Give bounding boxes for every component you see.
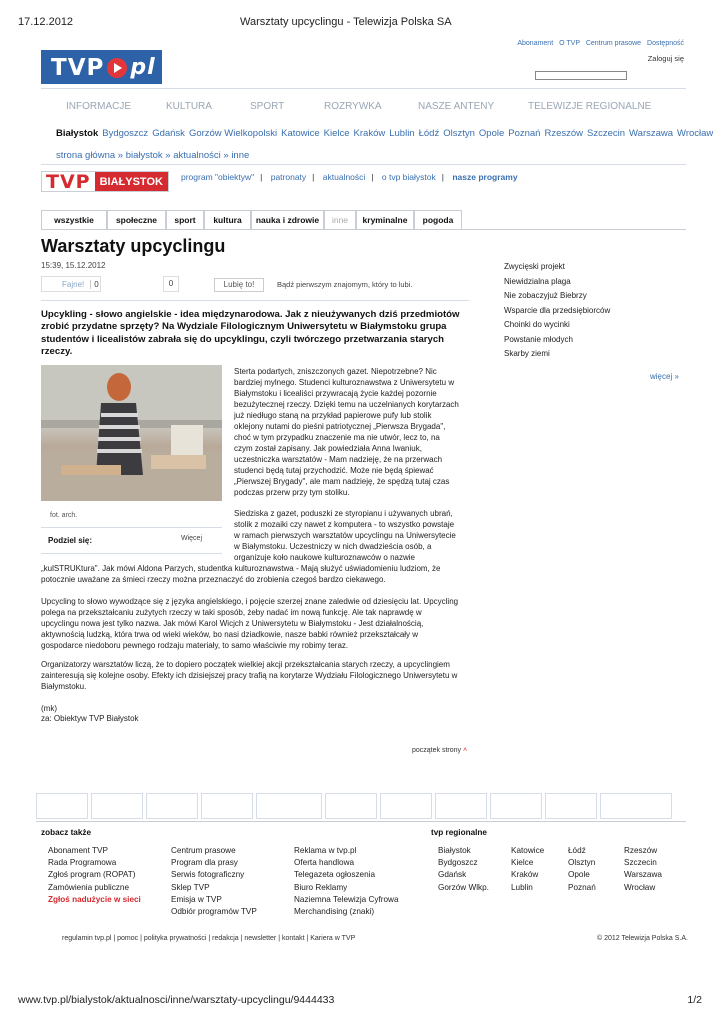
nav-rozrywka[interactable]: ROZRYWKA bbox=[324, 101, 382, 112]
article-title: Warsztaty upcyclingu bbox=[41, 236, 226, 256]
footer-link[interactable]: Merchandising (znaki) bbox=[294, 907, 375, 917]
footer-reg-2 bbox=[511, 845, 544, 894]
footer-link[interactable]: Rada Programowa bbox=[48, 858, 117, 868]
nav-informacje[interactable]: INFORMACJE bbox=[66, 101, 131, 112]
footer-banner[interactable] bbox=[435, 793, 487, 819]
share-label: Podziel się: bbox=[48, 536, 93, 545]
link-patronaty[interactable]: patronaty bbox=[270, 172, 307, 182]
fajne-label: Fajne! bbox=[62, 279, 85, 289]
region-lodz[interactable]: Łódź bbox=[418, 128, 440, 139]
footer-link[interactable]: Program dla prasy bbox=[171, 858, 238, 868]
top-of-page-link[interactable]: początek strony ˄ bbox=[412, 747, 468, 754]
footer-link[interactable]: Rzeszów bbox=[624, 846, 658, 855]
report-abuse-link[interactable]: Zgłoś nadużycie w sieci bbox=[48, 894, 141, 904]
footer-link[interactable]: Serwis fotograficzny bbox=[171, 870, 245, 880]
sidebar-more-link[interactable]: więcej » bbox=[650, 372, 679, 381]
footer-link[interactable]: Wrocław bbox=[624, 882, 656, 892]
article-paragraph-4: Organizatorzy warsztatów liczą, że to dopiero początek wielkiej akcji przekształcania starych rzeczy, a upcyclingiem zainteresują się kolejne osoby. Efekty ich dzisiejszej pracy trafią na korytarze Wydziału Filologicznego Uniwersytetu w Białymstoku. bbox=[41, 660, 458, 691]
print-title: Warsztaty upcyclingu - Telewizja Polska SA bbox=[240, 16, 452, 28]
arrow-up-icon: ˄ bbox=[462, 747, 468, 754]
station-tvp: TVP bbox=[42, 172, 95, 191]
region-lublin[interactable]: Lublin bbox=[389, 128, 415, 139]
article-author: (mk) bbox=[41, 704, 57, 713]
link-nasze-programy[interactable]: nasze programy bbox=[452, 172, 518, 182]
tab-kryminalne[interactable]: kryminalne bbox=[356, 210, 414, 229]
login-link[interactable]: Zaloguj się bbox=[647, 54, 684, 63]
footer-link[interactable]: Biuro Reklamy bbox=[294, 882, 348, 892]
sidebar-item[interactable]: Niewidzialna plaga bbox=[504, 276, 571, 286]
footer-banner[interactable] bbox=[256, 793, 322, 819]
article-paragraph-2b: „kulSTRUKtura". Jak mówi Aldona Parzych, studentka kulturoznawstwa - Mają służyć uświadomieniu ludziom, że potocznie uważane za śmieci rzeczy można przeznaczyć do zrobienia czegoś bardzo ciekawego. bbox=[41, 564, 441, 584]
footer-link[interactable]: Odbiór programów TVP bbox=[171, 907, 257, 917]
like-button[interactable]: Lubię to! bbox=[214, 278, 264, 292]
footer-link[interactable]: Bydgoszcz bbox=[438, 858, 478, 868]
footer-link[interactable]: Białystok bbox=[438, 846, 471, 855]
footer-link[interactable]: Emisja w TVP bbox=[171, 894, 222, 904]
more-share-link[interactable]: Więcej bbox=[181, 535, 203, 542]
region-gdansk[interactable]: Gdańsk bbox=[152, 128, 185, 139]
footer-link[interactable]: Lublin bbox=[511, 882, 533, 892]
footer-banner[interactable] bbox=[545, 793, 597, 819]
footer-banner[interactable] bbox=[36, 793, 88, 819]
link-dostepnosc[interactable]: Dostępność bbox=[647, 40, 684, 47]
link-abonament[interactable]: Abonament bbox=[517, 40, 554, 47]
sidebar-item[interactable]: Skarby ziemi bbox=[504, 349, 550, 358]
fajne-button[interactable] bbox=[41, 276, 101, 292]
tab-sport[interactable]: sport bbox=[166, 210, 204, 229]
like-text: Bądź pierwszym znajomym, który to lubi. bbox=[277, 280, 413, 289]
link-aktualnosci[interactable]: aktualności bbox=[322, 172, 366, 182]
tab-spoleczne[interactable]: społeczne bbox=[107, 210, 166, 229]
link-centrum-prasowe[interactable]: Centrum prasowe bbox=[585, 40, 642, 47]
footer-reg-1 bbox=[438, 845, 489, 894]
fajne-count: 0 bbox=[90, 280, 98, 289]
sidebar-item[interactable]: Wsparcie dla przedsiębiorców bbox=[504, 305, 611, 315]
article-paragraph-1: Sterta podartych, zniszczonych gazet. Niepotrzebne? Nic bardziej mylnego. Studenci kulturoznawstwa z Uniwersytetu w Białymstoku i licealiści przywracają życie każdej pozornie bezużytecznej rzeczy. Dzięki temu na uczelnianych korytarzach już niedługo staną na przykład papierowe pufy lub stolik oklejony nutami do pieśni patriotycznej „Pierwsza Brygada", choć w tym przypadku znaczenie ma nie utwór, lecz to, na czym został zapisany. Jak powiedziała Anna Iwaniuk, uczestniczka warsztatów - Mam nadzieję, że na przerwach studenci będą tutaj przychodzić. Może nie będą śpiewać „Pierwszej Brygady", ale mam nadzieję, że spędzą tutaj czas podczas przerw przy tym stoliku. bbox=[234, 367, 459, 497]
copyright: © 2012 Telewizja Polska S.A. bbox=[596, 935, 688, 942]
sidebar-item[interactable]: Powstanie młodych bbox=[504, 334, 573, 344]
sidebar-item[interactable]: Nie zobaczyjuż Biebrzy bbox=[504, 291, 587, 300]
region-opole[interactable]: Opole bbox=[478, 128, 505, 139]
print-date: 17.12.2012 bbox=[18, 16, 74, 28]
logo-pl-text: pl bbox=[130, 55, 156, 80]
nav-telewizje-regionalne[interactable]: TELEWIZJE REGIONALNE bbox=[528, 101, 652, 112]
footer-link[interactable]: Olsztyn bbox=[568, 858, 596, 868]
footer-link[interactable]: Telegazeta ogłoszenia bbox=[294, 870, 376, 880]
region-szczecin[interactable]: Szczecin bbox=[587, 128, 626, 139]
footer-bottom-links[interactable]: regulamin tvp.pl | pomoc | polityka prywatności | redakcja | newsletter | kontakt | Kariera w TVP bbox=[62, 935, 356, 942]
footer-link[interactable]: Zamówienia publiczne bbox=[48, 882, 130, 892]
region-rzeszow[interactable]: Rzeszów bbox=[544, 128, 584, 139]
play-icon bbox=[107, 58, 127, 78]
region-katowice[interactable]: Katowice bbox=[281, 128, 320, 139]
footer-reg-3 bbox=[568, 845, 596, 894]
article-source: za: Obiektyw TVP Białystok bbox=[41, 714, 139, 723]
footer-link[interactable]: Poznań bbox=[568, 882, 596, 892]
sidebar-item[interactable]: Zwycięski projekt bbox=[504, 262, 565, 271]
article-lead: Upcykling - słowo angielskie - idea międzynarodowa. Jak z nieużywanych dziś przedmiotów zrobić przydatne sprzęty? Na Wydziale Filologicznym Uniwersytetu w Białymstoku grupa studentów i licealistów zabrała się do upcyklingu, czyli twórczego przetwarzania starych rzeczy. bbox=[41, 309, 460, 357]
footer-link[interactable]: Łódź bbox=[568, 846, 586, 855]
footer-link[interactable]: Centrum prasowe bbox=[171, 846, 236, 855]
footer-link[interactable]: Oferta handlowa bbox=[294, 858, 355, 868]
sidebar-list bbox=[504, 260, 610, 362]
footer-link[interactable]: Gdańsk bbox=[438, 870, 467, 880]
footer-reg-4 bbox=[624, 845, 662, 894]
region-olsztyn[interactable]: Olsztyn bbox=[443, 128, 475, 139]
region-bydgoszcz[interactable]: Bydgoszcz bbox=[102, 128, 149, 139]
region-wroclaw[interactable]: Wrocław bbox=[677, 128, 714, 139]
footer-col-3 bbox=[294, 845, 399, 918]
footer-link[interactable]: Zgłoś program (ROPAT) bbox=[48, 870, 136, 880]
footer-banner[interactable] bbox=[380, 793, 432, 819]
footer-banner[interactable] bbox=[201, 793, 253, 819]
station-name: BIAŁYSTOK bbox=[95, 172, 168, 191]
tab-pogoda[interactable]: pogoda bbox=[414, 210, 462, 229]
link-program-obiektyw[interactable]: program "obiektyw" bbox=[181, 172, 255, 182]
footer-link[interactable]: Reklama w tvp.pl bbox=[294, 846, 357, 855]
footer-col-2 bbox=[171, 845, 257, 918]
article-paragraph-3: Upcycling to słowo wywodzące się z języka angielskiego, i pojęcie szerzej znane zaledwie od dziesięciu lat. Upcycling polega na przekształcaniu zużytych rzeczy w taki sposób, żeby nadać im nową funkcję. Ale tak naprawdę w upcyclingu nowa jest tylko nazwa. Jak mówi Karol Wicjch z Uniwersytetu w Białymstoku - Jest działalnością, aktywnością ludzką, która trwa od wieki wieków, bo nasi dziadkowie, nasze babki również przekształcały w gospodarce niedoboru pewnego rodzaju materiały, to samo właściwie my robimy teraz. bbox=[41, 597, 459, 650]
footer-banner[interactable] bbox=[91, 793, 143, 819]
region-kielce[interactable]: Kielce bbox=[323, 128, 350, 139]
breadcrumb[interactable]: strona główna » białystok » aktualności » inne bbox=[56, 150, 250, 161]
tab-kultura[interactable]: kultura bbox=[204, 210, 251, 229]
tab-wszystkie[interactable]: wszystkie bbox=[41, 210, 107, 229]
footer-link[interactable]: Naziemna Telewizja Cyfrowa bbox=[294, 894, 399, 904]
nav-sport[interactable]: SPORT bbox=[250, 101, 285, 112]
footer-banner[interactable] bbox=[600, 793, 672, 819]
search-input[interactable] bbox=[535, 71, 627, 80]
top-links bbox=[513, 40, 684, 47]
link-o-tvp[interactable]: O TVP bbox=[559, 40, 580, 47]
nav-kultura[interactable]: KULTURA bbox=[166, 101, 212, 112]
article-paragraph-2a: Siedziska z gazet, poduszki ze styropianu i używanych ubrań, stolik z mozaiki czy nawet z komputera - to wszystko powstaje w ramach pierwszych warsztatów upcyclingu na Uniwersytecie w Białymstoku. Uczestniczy w nich dwadzieścia osób, a organizuje koło naukowe kulturoznawców o nazwie bbox=[234, 509, 456, 562]
footer-link[interactable]: Szczecin bbox=[624, 858, 657, 868]
footer-banner[interactable] bbox=[325, 793, 377, 819]
tab-inne[interactable]: inne bbox=[324, 210, 356, 229]
station-links: program "obiektyw" | patronaty | aktualności | o tvp białystok | nasze programy bbox=[181, 172, 518, 182]
category-tabs bbox=[41, 210, 462, 229]
tvp-logo[interactable] bbox=[41, 50, 162, 84]
link-o-tvp-bialystok[interactable]: o tvp białystok bbox=[381, 172, 436, 182]
photo-caption: fot. arch. bbox=[50, 512, 78, 519]
footer-link[interactable]: Sklep TVP bbox=[171, 882, 210, 892]
footer-banner[interactable] bbox=[146, 793, 198, 819]
footer-link[interactable]: Warszawa bbox=[624, 870, 662, 880]
sidebar-item[interactable]: Choinki do wycinki bbox=[504, 320, 570, 329]
print-url: www.tvp.pl/bialystok/aktualnosci/inne/warsztaty-upcyclingu/9444433 bbox=[18, 994, 335, 1006]
region-bialystok[interactable]: Białystok bbox=[56, 128, 99, 139]
print-page: 1/2 bbox=[687, 994, 702, 1006]
footer-link[interactable]: Kraków bbox=[511, 870, 539, 880]
footer-banner[interactable] bbox=[490, 793, 542, 819]
tvp-bialystok-logo[interactable] bbox=[41, 171, 169, 192]
footer-link[interactable]: Katowice bbox=[511, 846, 545, 855]
logo-tvp-text: TVP bbox=[51, 54, 105, 81]
region-list bbox=[56, 128, 713, 139]
nav-nasze-anteny[interactable]: NASZE ANTENY bbox=[418, 101, 495, 112]
footer-link[interactable]: Kielce bbox=[511, 858, 534, 868]
region-warszawa[interactable]: Warszawa bbox=[629, 128, 674, 139]
footer-col-1 bbox=[48, 845, 141, 906]
footer-link[interactable]: Abonament TVP bbox=[48, 846, 108, 855]
article-photo bbox=[41, 365, 222, 501]
region-poznan[interactable]: Poznań bbox=[508, 128, 541, 139]
tab-nauka-i-zdrowie[interactable]: nauka i zdrowie bbox=[251, 210, 324, 229]
footer-link[interactable]: Opole bbox=[568, 870, 590, 880]
region-gorzow[interactable]: Gorzów Wielkopolski bbox=[188, 128, 278, 139]
article-datetime: 15:39, 15.12.2012 bbox=[41, 261, 106, 270]
footer-banner-row bbox=[36, 793, 672, 819]
count-box: 0 bbox=[163, 276, 179, 292]
footer-link[interactable]: Gorzów Wlkp. bbox=[438, 882, 489, 892]
regional-title: tvp regionalne bbox=[431, 828, 487, 837]
see-also-title: zobacz także bbox=[41, 828, 92, 837]
region-krakow[interactable]: Kraków bbox=[353, 128, 386, 139]
